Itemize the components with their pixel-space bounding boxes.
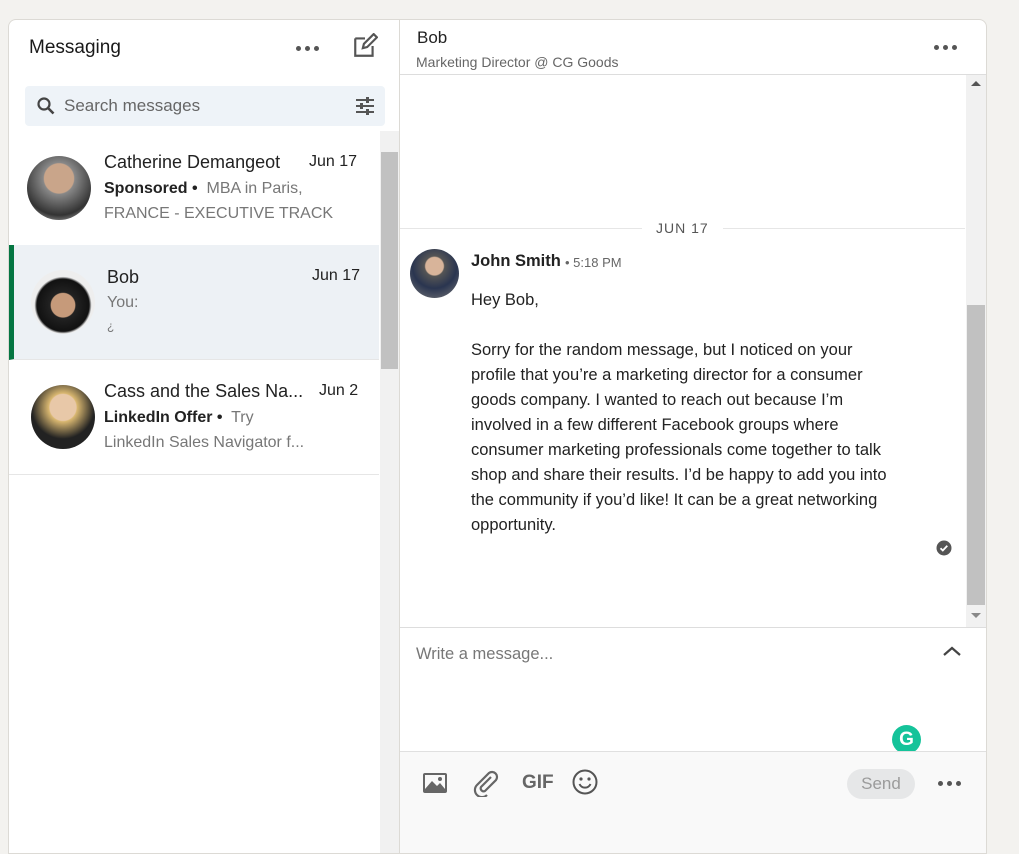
more-options-icon[interactable]: [938, 781, 961, 786]
conversation-date: Jun 17: [312, 267, 361, 284]
contact-name[interactable]: Bob: [417, 28, 448, 47]
message-body: [471, 288, 901, 538]
sidebar-title: Messaging: [29, 37, 121, 58]
more-options-icon[interactable]: [296, 46, 319, 51]
conversation-name: Catherine Demangeot: [104, 152, 281, 172]
conversation-item[interactable]: [9, 360, 379, 475]
compose-icon[interactable]: [352, 33, 378, 59]
conversation-item-selected[interactable]: [9, 245, 379, 360]
conversation-date: Jun 2: [319, 382, 359, 399]
read-receipt-check-icon: [936, 540, 952, 556]
filter-icon[interactable]: [355, 97, 375, 115]
message-placeholder: Write a message...: [416, 645, 554, 663]
conversation-date: Jun 17: [309, 153, 358, 170]
messages-scrollbar[interactable]: [966, 75, 986, 627]
sender-avatar[interactable]: [410, 249, 459, 298]
sender-name[interactable]: John Smith: [471, 252, 561, 270]
messaging-sidebar: [8, 19, 399, 854]
conversation-pane: [399, 19, 987, 854]
message-greeting: Hey Bob,: [471, 291, 539, 309]
avatar: [27, 156, 91, 220]
preview-text: You:: [107, 294, 139, 311]
conversation-preview: [104, 180, 303, 198]
conversation-name: Cass and the Sales Na...: [104, 381, 304, 401]
separator: •: [216, 409, 223, 426]
message-paragraph: Sorry for the random message, but I noticed on your profile that you’re a marketing director for a consumer goods company. I wanted to reach out because I’m involved in a few different Facebook groups where consumer marketing professionals come together to talk shop and share their results. I’d be happy to add you into the community if you’d like! It can be a great networking opportunity.: [471, 341, 887, 534]
search-placeholder: Search messages: [64, 96, 201, 115]
date-divider: JUN 17: [642, 220, 723, 236]
image-icon[interactable]: [422, 772, 448, 794]
send-button[interactable]: Send: [847, 769, 915, 799]
scrollbar-thumb[interactable]: [967, 305, 985, 605]
conversation-item[interactable]: [9, 131, 379, 246]
scroll-up-icon[interactable]: [971, 81, 981, 86]
more-options-icon[interactable]: [934, 45, 957, 50]
search-input[interactable]: [25, 86, 385, 126]
preview-text: Try: [231, 409, 254, 426]
preview-text: FRANCE - EXECUTIVE TRACK: [104, 205, 334, 222]
conversation-name: Bob: [107, 267, 140, 287]
compose-toolbar: [400, 751, 987, 854]
scrollbar-thumb[interactable]: [381, 152, 398, 369]
offer-badge: LinkedIn Offer: [104, 409, 213, 426]
emoji-icon[interactable]: [572, 769, 598, 795]
scroll-down-icon[interactable]: [971, 613, 981, 618]
sidebar-scrollbar[interactable]: [380, 131, 399, 854]
separator: •: [192, 180, 198, 197]
message-input[interactable]: [400, 628, 987, 751]
preview-text: LinkedIn Sales Navigator f...: [104, 434, 305, 451]
avatar: [31, 385, 95, 449]
attachment-icon[interactable]: [471, 769, 499, 797]
gif-button[interactable]: GIF: [522, 772, 554, 793]
message-time: • 5:18 PM: [565, 255, 622, 270]
conversation-preview: [104, 409, 254, 427]
avatar: [31, 270, 95, 334]
contact-headline: Marketing Director @ CG Goods: [416, 54, 619, 70]
search-icon: [37, 97, 55, 115]
grammarly-icon[interactable]: G: [892, 725, 921, 754]
preview-text: ¿: [107, 319, 115, 333]
sponsored-badge: Sponsored: [104, 180, 188, 197]
divider: [400, 74, 987, 75]
preview-text: MBA in Paris,: [206, 180, 303, 197]
chevron-up-icon[interactable]: [942, 645, 962, 657]
